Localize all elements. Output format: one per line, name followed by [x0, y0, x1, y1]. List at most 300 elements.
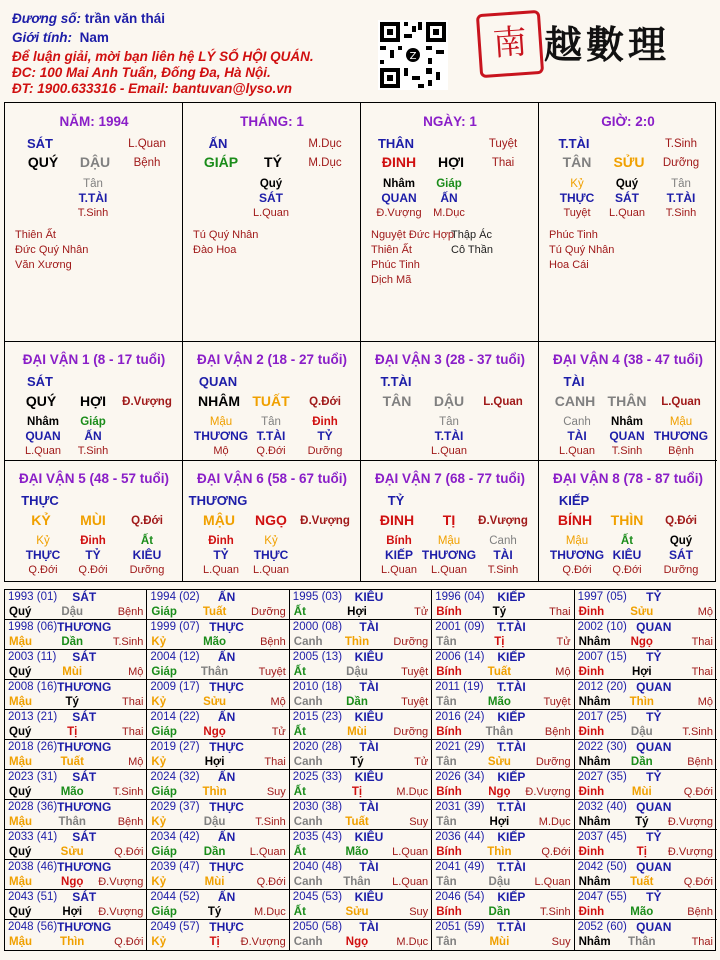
- year-label: 2030 (38): [292, 801, 343, 813]
- gender-label: Giới tính:: [12, 30, 73, 45]
- year-stage: Q.Đới: [683, 786, 713, 798]
- year-label: 1996 (04): [435, 591, 485, 603]
- annual-cell: [147, 920, 289, 950]
- annual-cell: [5, 800, 147, 830]
- year-chi: Thân: [628, 936, 656, 948]
- dai-van-title: ĐẠI VẬN 7 (68 - 77 tuổi): [374, 471, 526, 486]
- year-can: Canh: [293, 876, 323, 888]
- year-chi: Dần: [346, 696, 368, 708]
- year-label: 2025 (33): [292, 771, 343, 783]
- annual-cell: [147, 680, 289, 710]
- annual-cell: [575, 920, 717, 950]
- hidden-god: THƯƠNG: [653, 429, 709, 443]
- year-stage: Tuyệt: [258, 666, 286, 678]
- dai-van-stage: Q.Đới: [131, 515, 163, 527]
- hidden-stage: Bệnh: [668, 445, 694, 457]
- dai-van-chi: DẬU: [433, 393, 465, 409]
- year-stage: Mộ: [128, 666, 144, 678]
- annual-cell: [575, 830, 717, 860]
- name-line: [12, 10, 165, 28]
- year-stage: Bệnh: [687, 756, 713, 768]
- year-label: 2020 (28): [292, 741, 343, 753]
- year-label: 2010 (18): [292, 681, 343, 693]
- annual-luck-grid: [4, 589, 716, 951]
- year-label: 2036 (44): [435, 831, 485, 843]
- year-chi: Mão: [345, 846, 369, 858]
- annual-cell: [290, 710, 432, 740]
- year-label: 2042 (50): [577, 861, 627, 873]
- year-god: TỶ: [646, 650, 662, 664]
- year-can: Ất: [293, 786, 306, 798]
- year-god: THƯƠNG: [57, 800, 112, 814]
- hidden-stage: L.Quan: [558, 445, 596, 457]
- annual-cell: [432, 680, 574, 710]
- year-can: Nhâm: [578, 756, 611, 768]
- annual-cell: [432, 590, 574, 620]
- pillar-chi: HỢI: [438, 154, 464, 170]
- year-stage: Mộ: [697, 606, 713, 618]
- hidden-stage: Q.Đới: [562, 564, 592, 576]
- hidden-can: Kỷ: [570, 178, 584, 190]
- dai-van-title: ĐẠI VẬN 5 (48 - 57 tuổi): [18, 471, 170, 486]
- dai-van-stage: L.Quan: [483, 396, 523, 408]
- dai-van-stage: Q.Đới: [309, 396, 341, 408]
- year-god: KIÊU: [354, 650, 384, 664]
- hidden-stage: L.Quan: [380, 564, 418, 576]
- pillar-cell: [539, 103, 717, 343]
- dai-van-can: BÍNH: [557, 512, 593, 528]
- year-can: Ất: [293, 606, 306, 618]
- year-label: 2008 (16): [8, 681, 58, 693]
- hidden-stage: L.Quan: [430, 445, 468, 457]
- annual-cell: [575, 890, 717, 920]
- year-label: 2006 (14): [435, 651, 485, 663]
- year-stage: Bệnh: [117, 606, 144, 618]
- hidden-god: ẤN: [84, 429, 102, 443]
- year-stage: Mộ: [128, 756, 144, 768]
- annual-cell: [432, 830, 574, 860]
- hidden-stage: Q.Đới: [612, 564, 642, 576]
- dai-van-stage: L.Quan: [661, 396, 701, 408]
- year-label: 1993 (01): [8, 591, 58, 603]
- year-god: KIẾP: [497, 710, 526, 724]
- year-stage: L.Quan: [392, 876, 429, 888]
- annual-cell: [575, 650, 717, 680]
- year-chi: Tý: [207, 906, 222, 918]
- special-star: Phúc Tinh: [371, 259, 420, 271]
- hidden-can: Ất: [140, 535, 154, 547]
- hidden-god: THỰC: [559, 191, 595, 205]
- year-chi: Sửu: [203, 696, 227, 708]
- year-god: THỰC: [209, 680, 244, 694]
- year-chi: Mùi: [347, 726, 367, 738]
- pillar-god: T.TÀI: [558, 136, 590, 151]
- hidden-stage: Q.Đới: [28, 564, 58, 576]
- year-god: KIẾP: [497, 650, 526, 664]
- hidden-can: Kỷ: [36, 535, 50, 547]
- year-stage: T.Sinh: [540, 906, 571, 918]
- year-stage: Thai: [121, 696, 144, 708]
- pillar-stage-branch: Dưỡng: [662, 157, 700, 169]
- annual-cell: [290, 770, 432, 800]
- year-god: THƯƠNG: [57, 920, 112, 934]
- annual-cell: [5, 710, 147, 740]
- year-chi: Dần: [203, 846, 226, 858]
- year-god: KIẾP: [497, 590, 526, 604]
- hidden-can: Mậu: [437, 535, 461, 547]
- year-stage: Dưỡng: [535, 756, 571, 768]
- annual-cell: [147, 830, 289, 860]
- year-god: KIÊU: [354, 890, 384, 904]
- year-label: 1999 (07): [150, 621, 200, 633]
- year-god: TÀI: [359, 680, 379, 694]
- hidden-stage: T.Sinh: [611, 445, 643, 457]
- year-label: 1994 (02): [150, 591, 200, 603]
- year-label: 2028 (36): [8, 801, 58, 813]
- annual-cell: [147, 650, 289, 680]
- year-god: THỰC: [209, 800, 244, 814]
- year-stage: L.Quan: [249, 846, 286, 858]
- dai-van-can: KỶ: [31, 512, 51, 528]
- year-chi: Hợi: [347, 606, 367, 618]
- hidden-can: Ất: [620, 535, 634, 547]
- hidden-stage: L.Quan: [24, 445, 62, 457]
- year-label: 2012 (20): [577, 681, 627, 693]
- year-can: Bính: [436, 786, 462, 798]
- year-stage: M.Dục: [538, 816, 571, 828]
- year-stage: Q.Đới: [683, 876, 713, 888]
- annual-cell: [432, 650, 574, 680]
- year-chi: Sửu: [345, 906, 369, 918]
- year-label: 2026 (34): [435, 771, 485, 783]
- hidden-can: Quý: [259, 178, 283, 190]
- annual-cell: [147, 740, 289, 770]
- year-chi: Tuất: [630, 876, 654, 888]
- year-chi: Tuất: [487, 666, 512, 678]
- dai-van-god: THƯƠNG: [188, 493, 248, 508]
- annual-cell: [147, 860, 289, 890]
- pillar-chi: DẬU: [79, 154, 111, 170]
- year-label: 2029 (37): [150, 801, 200, 813]
- year-god: SÁT: [72, 830, 97, 844]
- year-can: Ất: [293, 666, 306, 678]
- year-stage: Dưỡng: [393, 726, 429, 738]
- year-stage: Mộ: [697, 696, 713, 708]
- hidden-can: Nhâm: [383, 178, 415, 190]
- year-can: Quý: [9, 726, 32, 738]
- year-label: 2041 (49): [435, 861, 485, 873]
- hidden-god: THƯƠNG: [193, 429, 249, 443]
- annual-cell: [5, 770, 147, 800]
- year-god: TÀI: [359, 920, 379, 934]
- special-star: Nguyệt Đức Hợp: [371, 229, 455, 241]
- annual-cell: [575, 740, 717, 770]
- hidden-can: Tân: [671, 178, 691, 190]
- year-can: Kỷ: [151, 636, 167, 648]
- year-god: TỶ: [646, 590, 662, 604]
- year-chi: Thân: [58, 816, 86, 828]
- year-can: Tân: [436, 696, 457, 708]
- year-label: 2032 (40): [577, 801, 627, 813]
- header: [0, 0, 720, 100]
- dai-van-chi: HỢI: [80, 393, 106, 409]
- annual-cell: [290, 860, 432, 890]
- hidden-god: SÁT: [615, 191, 639, 205]
- year-chi: Tý: [635, 816, 649, 828]
- year-god: THƯƠNG: [57, 680, 112, 694]
- year-chi: Thân: [343, 876, 371, 888]
- year-chi: Tị: [351, 786, 363, 798]
- gender-value: Nam: [79, 30, 109, 45]
- hidden-god: T.TÀI: [434, 429, 464, 443]
- year-stage: T.Sinh: [255, 816, 286, 828]
- year-can: Nhâm: [578, 636, 611, 648]
- year-god: TỶ: [646, 770, 662, 784]
- year-stage: Đ.Vượng: [525, 786, 571, 798]
- year-can: Đinh: [578, 906, 605, 918]
- dai-van-god: SÁT: [27, 374, 53, 389]
- year-chi: Thìn: [629, 696, 654, 708]
- year-god: TÀI: [359, 860, 379, 874]
- hidden-stage: L.Quan: [252, 564, 290, 576]
- hidden-god: THỰC: [25, 548, 61, 562]
- hidden-stage: Dưỡng: [129, 564, 165, 576]
- annual-cell: [432, 890, 574, 920]
- year-can: Mậu: [9, 876, 32, 888]
- year-chi: Ngọ: [61, 876, 84, 888]
- year-stage: Tuyệt: [401, 666, 429, 678]
- dai-van-god: KIẾP: [558, 493, 590, 508]
- hidden-can: Tân: [83, 178, 103, 190]
- year-stage: Đ.Vượng: [667, 846, 713, 858]
- year-label: 2002 (10): [577, 621, 627, 633]
- pillar-title: GIỜ: 2:0: [601, 114, 655, 129]
- hidden-god: SÁT: [669, 548, 693, 562]
- hidden-can: Quý: [615, 178, 639, 190]
- contact-line: Để luận giải, mời bạn liên hệ LÝ SỐ HỘI QUÁN.: [12, 49, 314, 64]
- special-star: Thiên Ất: [371, 244, 412, 256]
- year-label: 2046 (54): [435, 891, 485, 903]
- dai-van-cell: [361, 461, 539, 582]
- hidden-can: Canh: [489, 535, 517, 547]
- year-label: 2044 (52): [150, 891, 200, 903]
- year-stage: Suy: [266, 786, 286, 798]
- svg-text:Z: Z: [409, 51, 417, 62]
- year-label: 2047 (55): [577, 891, 627, 903]
- annual-cell: [575, 860, 717, 890]
- year-chi: Tuất: [60, 756, 84, 768]
- annual-cell: [147, 590, 289, 620]
- name-value: trần văn thái: [84, 11, 165, 26]
- annual-cell: [575, 770, 717, 800]
- year-label: 2027 (35): [577, 771, 627, 783]
- pillar-title: NGÀY: 1: [423, 114, 477, 129]
- special-star: Hoa Cái: [549, 259, 589, 271]
- pillar-can: TÂN: [562, 154, 592, 170]
- year-stage: T.Sinh: [682, 726, 713, 738]
- hidden-god: QUAN: [25, 429, 61, 443]
- year-chi: Tị: [209, 936, 220, 948]
- special-star: Tú Quý Nhân: [549, 244, 615, 256]
- dai-van-can: QUÝ: [25, 393, 57, 409]
- year-stage: L.Quan: [534, 876, 571, 888]
- year-label: 2014 (22): [150, 711, 200, 723]
- year-can: Mậu: [9, 816, 32, 828]
- dai-van-grid: [4, 342, 716, 582]
- hidden-can: Đinh: [312, 416, 338, 428]
- year-god: T.TÀI: [497, 680, 526, 694]
- year-god: KIẾP: [497, 770, 526, 784]
- year-can: Đinh: [578, 726, 605, 738]
- year-stage: L.Quan: [392, 846, 429, 858]
- year-can: Nhâm: [578, 696, 611, 708]
- year-can: Nhâm: [578, 816, 611, 828]
- dai-van-cell: [5, 461, 183, 582]
- hidden-god: T.TÀI: [666, 191, 696, 205]
- annual-cell: [432, 920, 574, 950]
- annual-cell: [290, 740, 432, 770]
- year-god: KIÊU: [354, 770, 384, 784]
- year-label: 2001 (09): [435, 621, 485, 633]
- annual-cell: [290, 590, 432, 620]
- annual-cell: [5, 650, 147, 680]
- year-label: 2003 (11): [8, 651, 57, 663]
- year-god: THỰC: [209, 860, 244, 874]
- year-can: Ất: [293, 726, 306, 738]
- year-label: 2004 (12): [150, 651, 200, 663]
- gender-line: [12, 29, 109, 47]
- year-god: QUAN: [636, 680, 672, 694]
- hidden-stage: T.Sinh: [77, 445, 109, 457]
- annual-cell: [5, 890, 147, 920]
- hidden-can: Đinh: [80, 535, 106, 547]
- hidden-stage: Q.Đới: [78, 564, 108, 576]
- year-stage: Q.Đới: [114, 846, 144, 858]
- year-label: 2051 (59): [435, 921, 485, 933]
- pillar-stage-branch: Thai: [491, 157, 515, 169]
- hidden-god: THƯƠNG: [421, 548, 477, 562]
- year-can: Tân: [436, 876, 457, 888]
- year-chi: Dần: [488, 906, 511, 918]
- year-god: ẤN: [217, 890, 236, 904]
- annual-cell: [147, 890, 289, 920]
- dai-van-stage: Đ.Vượng: [122, 396, 172, 408]
- hidden-can: Mậu: [565, 535, 589, 547]
- year-label: 2035 (43): [292, 831, 343, 843]
- year-stage: T.Sinh: [112, 786, 144, 798]
- dai-van-god: T.TÀI: [380, 374, 412, 389]
- year-label: 2040 (48): [292, 861, 343, 873]
- year-chi: Tuất: [345, 816, 369, 828]
- dai-van-god: THỰC: [21, 493, 59, 508]
- year-chi: Thân: [485, 726, 514, 738]
- year-god: TÀI: [359, 740, 379, 754]
- annual-cell: [432, 740, 574, 770]
- year-chi: Hợi: [631, 666, 652, 678]
- dai-van-title: ĐẠI VẬN 1 (8 - 17 tuổi): [22, 352, 166, 367]
- year-god: T.TÀI: [497, 920, 526, 934]
- year-chi: Mùi: [204, 876, 225, 888]
- hidden-stage: L.Quan: [608, 207, 646, 219]
- year-chi: Ngọ: [488, 786, 511, 798]
- pillar-stage-branch: M.Dục: [308, 157, 342, 169]
- year-god: TỶ: [646, 710, 662, 724]
- year-can: Mậu: [9, 696, 32, 708]
- year-label: 2043 (51): [8, 891, 58, 903]
- year-label: 2015 (23): [292, 711, 343, 723]
- year-can: Đinh: [578, 846, 605, 858]
- year-can: Kỷ: [151, 876, 167, 888]
- hidden-can: Tân: [261, 416, 281, 428]
- year-label: 2019 (27): [150, 741, 200, 753]
- annual-cell: [290, 920, 432, 950]
- year-stage: Đ.Vượng: [667, 816, 713, 828]
- year-chi: Mão: [487, 696, 511, 708]
- year-can: Tân: [436, 636, 457, 648]
- pillar-stage: M.Dục: [308, 138, 342, 150]
- pillar-cell: [183, 103, 361, 343]
- phone-line[interactable]: ĐT: 1900.633316 - Email: bantuvan@lyso.vn: [12, 81, 293, 96]
- year-label: 1997 (05): [577, 591, 627, 603]
- year-stage: Mộ: [270, 696, 286, 708]
- year-label: 2024 (32): [150, 771, 200, 783]
- dai-van-can: MẬU: [203, 512, 235, 528]
- annual-cell: [290, 800, 432, 830]
- dai-van-title: ĐẠI VẬN 3 (28 - 37 tuổi): [374, 352, 526, 367]
- year-can: Quý: [9, 666, 32, 678]
- hidden-stage: L.Quan: [252, 207, 290, 219]
- special-star: Thiên Ất: [15, 229, 56, 241]
- year-god: TÀI: [359, 800, 379, 814]
- year-stage: Thai: [691, 666, 713, 678]
- year-can: Ất: [293, 846, 306, 858]
- dai-van-god: QUAN: [198, 374, 238, 389]
- special-star: Văn Xương: [15, 259, 72, 271]
- year-god: KIẾP: [497, 890, 526, 904]
- annual-cell: [5, 590, 147, 620]
- year-label: 2052 (60): [577, 921, 627, 933]
- year-god: QUAN: [636, 860, 672, 874]
- year-chi: Thìn: [344, 636, 370, 648]
- year-stage: Bệnh: [687, 906, 713, 918]
- year-god: THƯƠNG: [57, 860, 112, 874]
- year-stage: M.Dục: [396, 786, 429, 798]
- year-chi: Thìn: [202, 786, 227, 798]
- year-label: 2007 (15): [577, 651, 627, 663]
- dai-van-title: ĐẠI VẬN 2 (18 - 27 tuổi): [196, 352, 348, 367]
- four-pillars-grid: [4, 102, 716, 342]
- hidden-stage: Đ.Vượng: [376, 207, 422, 219]
- dai-van-stage: Q.Đới: [665, 515, 697, 527]
- pillar-title: THÁNG: 1: [240, 114, 304, 129]
- year-can: Quý: [9, 906, 32, 918]
- hidden-god: KIẾP: [384, 548, 414, 562]
- special-star: Dịch Mã: [371, 274, 412, 286]
- year-chi: Thìn: [487, 846, 512, 858]
- year-god: KIÊU: [354, 590, 384, 604]
- year-label: 2016 (24): [435, 711, 485, 723]
- hidden-god: THƯƠNG: [549, 548, 605, 562]
- seal-stamp: 南: [476, 10, 544, 78]
- hidden-god: QUAN: [381, 191, 417, 205]
- hidden-stage: Mộ: [213, 445, 229, 457]
- year-god: T.TÀI: [497, 860, 526, 874]
- year-can: Quý: [9, 846, 32, 858]
- year-label: 2013 (21): [8, 711, 58, 723]
- year-can: Mậu: [9, 636, 32, 648]
- annual-cell: [432, 710, 574, 740]
- annual-cell: [5, 860, 147, 890]
